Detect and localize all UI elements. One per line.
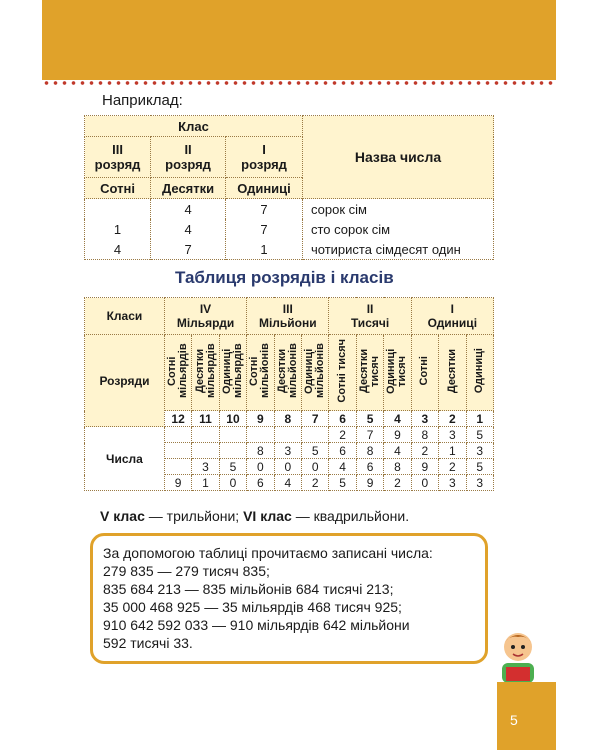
rank-number: 8 (274, 411, 301, 427)
digit-cell: 5 (302, 443, 329, 459)
rank-number: 2 (439, 411, 466, 427)
digit-cell: 0 (247, 459, 274, 475)
digit-cell: 6 (329, 443, 356, 459)
digit-cell: 8 (247, 443, 274, 459)
example-table (84, 115, 494, 260)
digit-cell (192, 427, 219, 443)
dotted-divider (42, 80, 556, 86)
classes-note: V клас — трильйони; VI клас — квадрильйони. (100, 508, 410, 524)
page-number: 5 (510, 712, 518, 728)
units-label: Одиниці (226, 178, 303, 199)
rank-name: Одиниці мільярдів (219, 335, 246, 411)
digit-cell: 1 (226, 239, 303, 260)
digit-cell: 3 (466, 443, 493, 459)
digit-cell (192, 443, 219, 459)
digit-cell (274, 427, 301, 443)
rank-name: Одиниці мільйонів (302, 335, 329, 411)
rank-class-table (84, 297, 494, 491)
digit-cell: 4 (384, 443, 411, 459)
digit-cell: 2 (384, 475, 411, 491)
rank-table-title: Таблиця розрядів і класів (175, 268, 394, 287)
number-name: сорок сім (303, 199, 494, 220)
digit-cell: 7 (151, 239, 226, 260)
digit-cell (219, 427, 246, 443)
digit-cell (164, 459, 191, 475)
rank-name: Сотні мільйонів (247, 335, 274, 411)
digit-cell: 5 (219, 459, 246, 475)
digit-cell: 9 (356, 475, 383, 491)
digit-cell: 3 (466, 475, 493, 491)
digit-cell: 6 (356, 459, 383, 475)
digit-cell: 4 (274, 475, 301, 491)
box-line: 592 тисячі 33. (103, 635, 193, 651)
digit-cell (164, 443, 191, 459)
reading-examples-box (90, 533, 488, 664)
digit-cell: 3 (192, 459, 219, 475)
class-header: Клас (85, 116, 303, 137)
ranks-label: Розряди (85, 335, 165, 427)
units-label: Сотні (85, 178, 151, 199)
class-millions: III Мільйони (247, 298, 329, 335)
box-line: 279 835 — 279 тисяч 835; (103, 563, 270, 579)
rank-name: Одиниці (466, 335, 493, 411)
rank-number: 3 (411, 411, 438, 427)
class-units: I Одиниці (411, 298, 493, 335)
digit-cell (247, 427, 274, 443)
digit-cell: 4 (329, 459, 356, 475)
digit-cell: 1 (439, 443, 466, 459)
digit-cell: 8 (384, 459, 411, 475)
rank-number: 11 (192, 411, 219, 427)
digit-cell (302, 427, 329, 443)
digit-cell: 0 (274, 459, 301, 475)
digit-cell: 5 (466, 427, 493, 443)
rank-number: 7 (302, 411, 329, 427)
rank-number: 5 (356, 411, 383, 427)
rank-header-3: III розряд (85, 137, 151, 178)
digit-cell: 2 (329, 427, 356, 443)
box-line: 910 642 592 033 — 910 мільярдів 642 мільйони (103, 617, 410, 633)
digit-cell: 6 (247, 475, 274, 491)
rank-number: 10 (219, 411, 246, 427)
digit-cell: 9 (411, 459, 438, 475)
digit-cell: 5 (466, 459, 493, 475)
page-number-bar (497, 682, 556, 750)
numbers-label: Числа (85, 427, 165, 491)
class-billions: IV Мільярди (164, 298, 246, 335)
rank-header-1: I розряд (226, 137, 303, 178)
rank-number: 1 (466, 411, 493, 427)
digit-cell: 3 (274, 443, 301, 459)
digit-cell: 8 (411, 427, 438, 443)
digit-cell: 0 (302, 459, 329, 475)
digit-cell: 9 (384, 427, 411, 443)
box-line: За допомогою таблиці прочитаємо записані числа: (103, 545, 433, 561)
rank-header-2: II розряд (151, 137, 226, 178)
digit-cell: 4 (85, 239, 151, 260)
digit-cell: 3 (439, 427, 466, 443)
number-name: сто сорок сім (303, 219, 494, 239)
digit-cell: 1 (192, 475, 219, 491)
rank-name: Десятки мільйонів (274, 335, 301, 411)
header-banner (42, 0, 556, 80)
digit-cell: 2 (302, 475, 329, 491)
digit-cell: 0 (219, 475, 246, 491)
rank-name: Десятки тисяч (356, 335, 383, 411)
rank-number: 4 (384, 411, 411, 427)
digit-cell (85, 199, 151, 220)
rank-name: Сотні тисяч (329, 335, 356, 411)
digit-cell (219, 443, 246, 459)
units-label: Десятки (151, 178, 226, 199)
rank-name: Одиниці тисяч (384, 335, 411, 411)
rank-name: Сотні мільярдів (164, 335, 191, 411)
rank-name: Десятки мільярдів (192, 335, 219, 411)
rank-number: 12 (164, 411, 191, 427)
classes-label: Класи (85, 298, 165, 335)
digit-cell: 9 (164, 475, 191, 491)
digit-cell: 8 (356, 443, 383, 459)
digit-cell: 7 (356, 427, 383, 443)
digit-cell: 2 (439, 459, 466, 475)
rank-number: 6 (329, 411, 356, 427)
digit-cell: 4 (151, 219, 226, 239)
reading-boy-illustration (488, 625, 550, 687)
number-name: чотириста сімдесят один (303, 239, 494, 260)
intro-text: Наприклад: (102, 92, 183, 109)
digit-cell: 1 (85, 219, 151, 239)
rank-name: Десятки (439, 335, 466, 411)
rank-name: Сотні (411, 335, 438, 411)
digit-cell: 0 (411, 475, 438, 491)
digit-cell: 7 (226, 199, 303, 220)
digit-cell (164, 427, 191, 443)
number-name-header: Назва числа (303, 116, 494, 199)
class-thousands: II Тисячі (329, 298, 411, 335)
digit-cell: 5 (329, 475, 356, 491)
digit-cell: 4 (151, 199, 226, 220)
box-line: 35 000 468 925 — 35 мільярдів 468 тисяч 925; (103, 599, 402, 615)
box-line: 835 684 213 — 835 мільйонів 684 тисячі 213; (103, 581, 394, 597)
digit-cell: 2 (411, 443, 438, 459)
rank-number: 9 (247, 411, 274, 427)
digit-cell: 3 (439, 475, 466, 491)
digit-cell: 7 (226, 219, 303, 239)
